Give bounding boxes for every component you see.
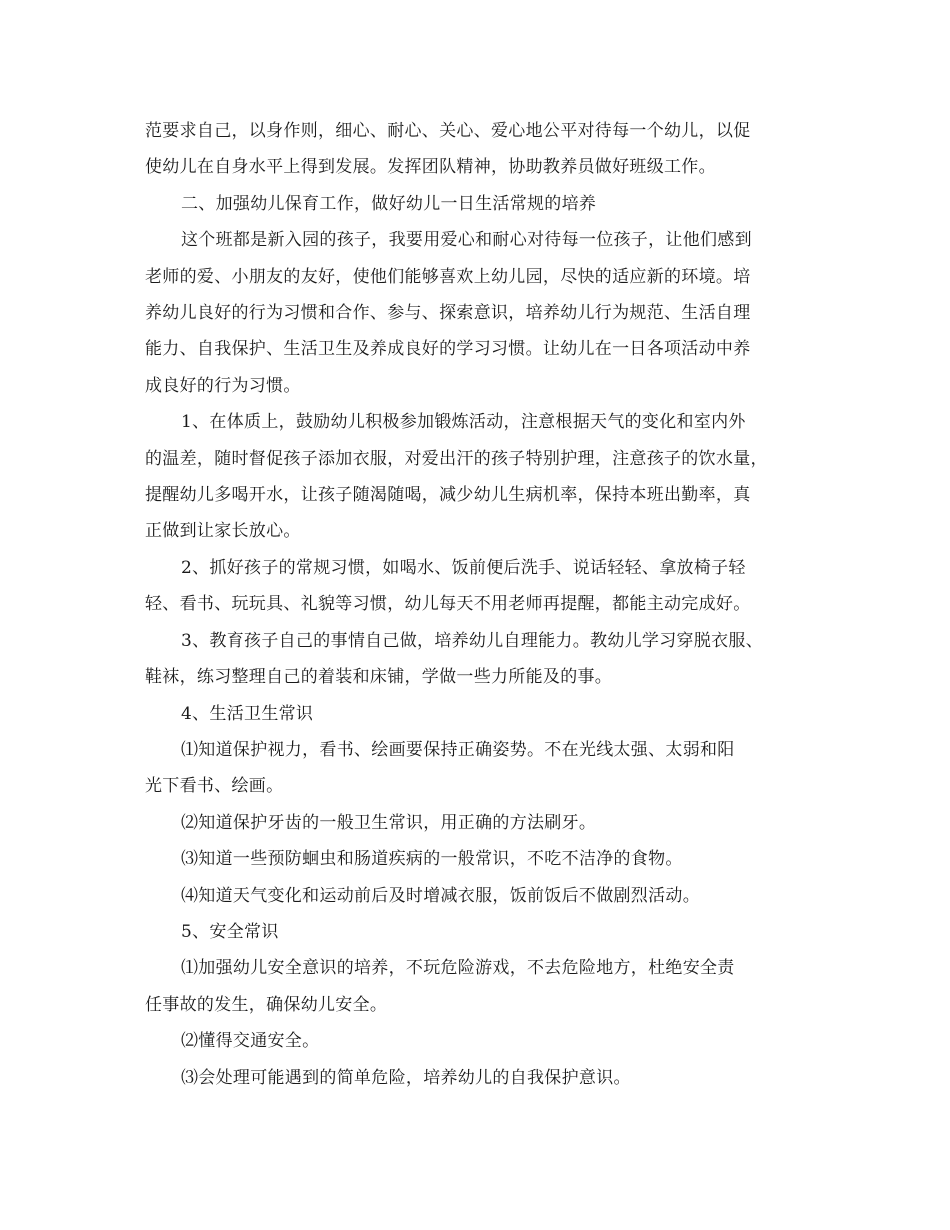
paragraph bbox=[145, 186, 810, 222]
text-line: 2、抓好孩子的常规习惯，如喝水、饭前便后洗手、说话轻轻、拿放椅子轻 bbox=[181, 557, 746, 578]
text-line: ⑶知道一些预防蛔虫和肠道疾病的一般常识，不吃不洁净的食物。 bbox=[181, 849, 683, 870]
text-line: 范要求自己，以身作则，细心、耐心、关心、爱心地公平对待每一个幼儿，以促 bbox=[145, 121, 751, 141]
text-line: 这个班都是新入园的孩子，我要用爱心和耐心对待每一位孩子，让他们感到 bbox=[181, 230, 752, 251]
text-line: 正做到让家长放心。 bbox=[145, 521, 301, 542]
text-line: 二、加强幼儿保育工作，做好幼儿一日生活常规的培养 bbox=[181, 193, 597, 214]
text-line: 4、生活卫生常识 bbox=[181, 703, 314, 724]
paragraph bbox=[145, 222, 810, 404]
text-line: 的温差，随时督促孩子添加衣服，对爱出汗的孩子特别护理，注意孩子的饮水量， bbox=[145, 448, 768, 469]
text-line: ⑶会处理可能遇到的简单危险，培养幼儿的自我保护意识。 bbox=[181, 1067, 631, 1088]
paragraph bbox=[145, 404, 810, 550]
text-line: 成良好的行为习惯。 bbox=[145, 375, 301, 396]
text-line: ⑴加强幼儿安全意识的培养，不玩危险游戏，不去危险地方，杜绝安全责 bbox=[181, 958, 735, 979]
paragraph bbox=[145, 1060, 810, 1096]
paragraph bbox=[145, 878, 810, 914]
text-line: 老师的爱、小朋友的友好，使他们能够喜欢上幼儿园，尽快的适应新的环境。培 bbox=[145, 266, 751, 287]
paragraph bbox=[145, 113, 810, 186]
document-page bbox=[145, 113, 810, 1096]
text-line: 任事故的发生，确保幼儿安全。 bbox=[145, 994, 388, 1015]
paragraph bbox=[145, 805, 810, 841]
text-line: 轻、看书、玩玩具、礼貌等习惯，幼儿每天不用老师再提醒，都能主动完成好。 bbox=[145, 594, 751, 615]
text-line: ⑵知道保护牙齿的一般卫生常识，用正确的方法刷牙。 bbox=[181, 812, 597, 833]
document-body bbox=[145, 113, 810, 1096]
paragraph bbox=[145, 623, 810, 696]
text-line: 能力、自我保护、生活卫生及养成良好的学习习惯。让幼儿在一日各项活动中养 bbox=[145, 339, 751, 360]
text-line: ⑵懂得交通安全。 bbox=[181, 1031, 320, 1052]
paragraph bbox=[145, 550, 810, 623]
paragraph bbox=[145, 732, 810, 805]
paragraph bbox=[145, 841, 810, 877]
paragraph bbox=[145, 914, 810, 950]
text-line: 使幼儿在自身水平上得到发展。发挥团队精神，协助教养员做好班级工作。 bbox=[145, 157, 716, 178]
text-line: 鞋袜，练习整理自己的着装和床铺，学做一些力所能及的事。 bbox=[145, 667, 613, 688]
text-line: 1、在体质上，鼓励幼儿积极参加锻炼活动，注意根据天气的变化和室内外 bbox=[181, 412, 746, 433]
text-line: ⑴知道保护视力，看书、绘画要保持正确姿势。不在光线太强、太弱和阳 bbox=[181, 739, 735, 760]
paragraph bbox=[145, 696, 810, 732]
text-line: 养幼儿良好的行为习惯和合作、参与、探索意识，培养幼儿行为规范、生活自理 bbox=[145, 303, 751, 324]
text-line: ⑷知道天气变化和运动前后及时增减衣服，饭前饭后不做剧烈活动。 bbox=[181, 885, 700, 906]
paragraph bbox=[145, 1023, 810, 1059]
text-line: 光下看书、绘画。 bbox=[145, 776, 284, 797]
paragraph bbox=[145, 950, 810, 1023]
text-line: 5、安全常识 bbox=[181, 921, 279, 942]
text-line: 3、教育孩子自己的事情自己做，培养幼儿自理能力。教幼儿学习穿脱衣服、 bbox=[181, 630, 764, 651]
text-line: 提醒幼儿多喝开水，让孩子随渴随喝，减少幼儿生病机率，保持本班出勤率，真 bbox=[145, 485, 751, 506]
